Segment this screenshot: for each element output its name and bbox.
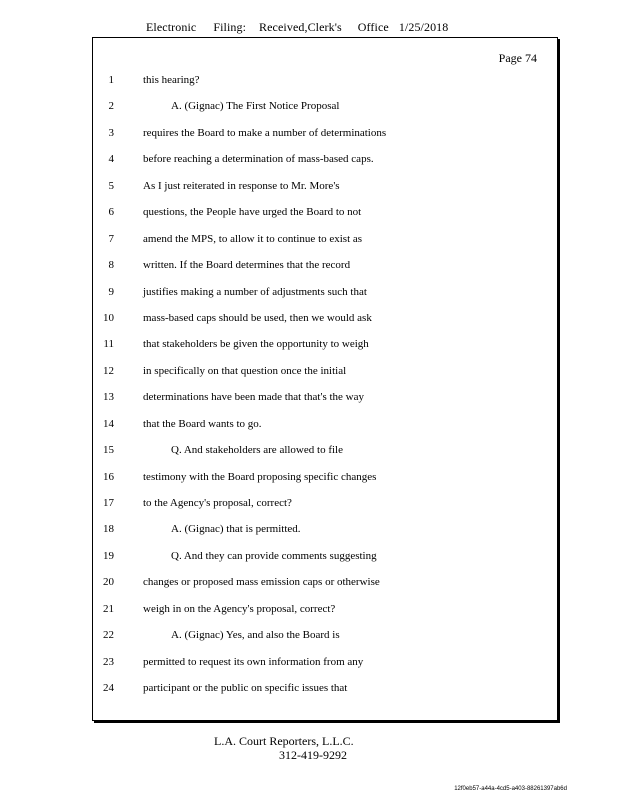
filing-electronic: Electronic bbox=[146, 20, 197, 34]
line-number: 10 bbox=[103, 311, 114, 324]
transcript-line bbox=[92, 124, 556, 150]
transcript-line bbox=[92, 362, 556, 388]
transcript-line bbox=[92, 547, 556, 573]
transcript-line bbox=[92, 679, 556, 705]
line-number: 2 bbox=[108, 100, 114, 113]
transcript-line bbox=[92, 653, 556, 679]
transcript-line bbox=[92, 441, 556, 467]
line-number: 3 bbox=[108, 126, 114, 139]
line-text: questions, the People have urged the Board to not bbox=[143, 206, 362, 219]
transcript-line bbox=[92, 97, 556, 123]
line-text: Q. And stakeholders are allowed to file bbox=[171, 444, 343, 457]
line-text: that stakeholders be given the opportunity to weigh bbox=[143, 338, 369, 351]
transcript-line bbox=[92, 626, 556, 652]
transcript-line bbox=[92, 177, 556, 203]
filing-label: Filing: bbox=[213, 20, 247, 34]
line-text: changes or proposed mass emission caps or otherwise bbox=[143, 576, 380, 589]
filing-date: 1/25/2018 bbox=[398, 20, 449, 34]
line-number: 19 bbox=[103, 549, 114, 562]
line-text: A. (Gignac) The First Notice Proposal bbox=[171, 100, 340, 113]
transcript-line bbox=[92, 335, 556, 361]
line-number: 24 bbox=[103, 682, 114, 695]
line-text: this hearing? bbox=[143, 74, 200, 86]
transcript-line bbox=[92, 468, 556, 494]
filing-received: Received,Clerk's bbox=[259, 20, 342, 34]
transcript-line bbox=[92, 494, 556, 520]
line-number: 14 bbox=[103, 417, 114, 430]
page-number: Page 74 bbox=[498, 51, 537, 65]
line-number: 11 bbox=[103, 338, 114, 351]
transcript-line bbox=[92, 388, 556, 414]
reporter-phone: 312-419-9292 bbox=[279, 748, 347, 762]
transcript-lines bbox=[92, 71, 556, 706]
line-text: mass-based caps should be used, then we would ask bbox=[143, 311, 372, 324]
line-number: 1 bbox=[108, 74, 114, 86]
line-number: 8 bbox=[108, 259, 114, 272]
line-text: that the Board wants to go. bbox=[143, 417, 262, 430]
line-text: requires the Board to make a number of determinations bbox=[143, 126, 387, 139]
line-text: As I just reiterated in response to Mr. More's bbox=[143, 179, 340, 192]
line-text: testimony with the Board proposing specific changes bbox=[143, 470, 377, 483]
line-number: 5 bbox=[108, 179, 114, 192]
line-number: 7 bbox=[108, 232, 114, 245]
transcript-line bbox=[92, 203, 556, 229]
filing-office: Office bbox=[357, 20, 389, 34]
line-number: 22 bbox=[103, 629, 114, 642]
transcript-line bbox=[92, 71, 556, 97]
line-text: justifies making a number of adjustments such that bbox=[143, 285, 367, 298]
line-number: 18 bbox=[103, 523, 114, 536]
line-number: 23 bbox=[103, 655, 114, 668]
transcript-line bbox=[92, 600, 556, 626]
line-number: 17 bbox=[103, 497, 114, 509]
transcript-line bbox=[92, 309, 556, 335]
line-text: permitted to request its own information from any bbox=[143, 655, 364, 668]
transcript-line bbox=[92, 230, 556, 256]
transcript-line bbox=[92, 520, 556, 546]
line-text: to the Agency's proposal, correct? bbox=[143, 497, 292, 509]
line-text: A. (Gignac) Yes, and also the Board is bbox=[171, 629, 340, 642]
transcript-line bbox=[92, 415, 556, 441]
line-text: written. If the Board determines that the record bbox=[143, 259, 351, 272]
line-text: before reaching a determination of mass-based caps. bbox=[143, 153, 374, 166]
line-text: Q. And they can provide comments suggesting bbox=[171, 549, 377, 562]
line-number: 12 bbox=[103, 364, 114, 377]
transcript-line bbox=[92, 573, 556, 599]
reporter-company: L.A. Court Reporters, L.L.C. bbox=[214, 734, 354, 748]
line-text: determinations have been made that that's the way bbox=[143, 391, 364, 404]
line-number: 21 bbox=[103, 602, 114, 615]
line-text: in specifically on that question once the initial bbox=[143, 364, 347, 377]
line-number: 4 bbox=[108, 153, 114, 166]
transcript-line bbox=[92, 256, 556, 282]
line-text: participant or the public on specific issues that bbox=[143, 682, 348, 695]
line-number: 16 bbox=[103, 470, 114, 483]
line-number: 6 bbox=[108, 206, 114, 219]
transcript-line bbox=[92, 150, 556, 176]
line-number: 9 bbox=[108, 285, 114, 298]
line-text: A. (Gignac) that is permitted. bbox=[171, 523, 301, 536]
line-text: weigh in on the Agency's proposal, correct? bbox=[143, 602, 336, 615]
transcript-line bbox=[92, 283, 556, 309]
filing-stamp bbox=[146, 20, 448, 35]
line-text: amend the MPS, to allow it to continue to exist as bbox=[143, 232, 363, 245]
line-number: 20 bbox=[103, 576, 114, 589]
line-number: 15 bbox=[103, 444, 114, 457]
document-id: 12f0eb57-a44a-4cd5-a403-88261397ab6d bbox=[454, 786, 567, 792]
line-number: 13 bbox=[103, 391, 114, 404]
